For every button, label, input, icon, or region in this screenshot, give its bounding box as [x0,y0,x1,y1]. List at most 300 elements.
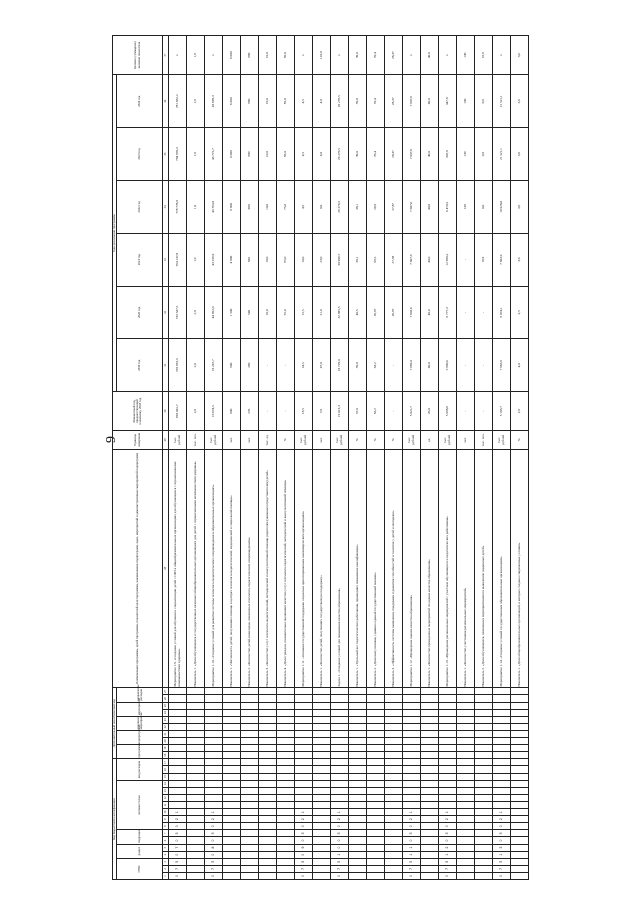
row-year-value-cell: 7 669,0 [403,339,421,392]
year-column-header: 2023 год [117,128,163,181]
code-digit-cell [205,787,223,794]
code-digit-cell [169,688,187,695]
code-digit-cell [259,865,277,872]
table-row [295,36,313,880]
code-digit-cell [187,709,205,716]
column-number-cell: 10 [163,809,169,816]
row-year-value-cell: 43 256,9 [205,233,223,286]
row-unit-cell: тыс. рублей [169,431,187,449]
row-unit-cell: тыс. чел. [475,431,493,449]
code-digit-cell [223,830,241,837]
code-digit-cell [403,801,421,808]
code-digit-cell [385,716,403,723]
row-unit-cell: чел. [241,431,259,449]
code-digit-cell [385,780,403,787]
table-row [223,36,241,880]
code-digit-cell [385,844,403,851]
code-digit-cell [403,794,421,801]
code-digit-cell [205,745,223,752]
row-year-value-cell: 70,4 [367,128,385,181]
column-number-cell: 19 [163,745,169,752]
code-digit-cell [205,794,223,801]
code-digit-cell [259,688,277,695]
row-year-value-cell: 16,9 [475,233,493,286]
row-year-value-cell: 38,1 [349,180,367,233]
code-digit-cell [493,688,511,695]
code-digit-cell [187,752,205,759]
table-row [277,36,295,880]
row-unit-cell: тыс. рублей [205,431,223,449]
row-year-value-cell: 21,0 [313,286,331,339]
code-digit-cell [331,780,349,787]
code-digit-cell [403,702,421,709]
row-year-value-cell: 7 603,9 [493,233,511,286]
code-digit-cell [277,773,295,780]
code-digit-cell: 0 [169,823,187,830]
code-digit-cell [385,730,403,737]
code-digit-cell [403,745,421,752]
code-digit-cell [475,801,493,808]
row-unit-cell: тыс. ед. [259,431,277,449]
row-year-value-cell: 23 729,0 [331,339,349,392]
code-digit-cell [187,723,205,730]
code-digit-cell [367,844,385,851]
code-digit-cell [259,723,277,730]
group-analytic-header: Дополнительный аналитический код [113,688,117,759]
code-digit-cell [439,716,457,723]
row-year-value-cell: 7 607,6 [403,233,421,286]
row-year-value-cell: 1,9 [187,75,205,128]
row-year-value-cell: 40,0 [421,286,439,339]
code-digit-cell [223,780,241,787]
code-digit-cell [241,851,259,858]
row-unit-cell: чел. [313,431,331,449]
code-digit-cell [367,730,385,737]
row-year-value-cell: 347,8 [439,128,457,181]
row-unit-cell: тыс. рублей [331,431,349,449]
code-digit-cell [403,738,421,745]
code-digit-cell: 1 [493,809,511,816]
code-digit-cell [439,702,457,709]
code-digit-cell [385,702,403,709]
row-target-cell: 1,9 [187,36,205,75]
code-digit-cell [205,688,223,695]
code-digit-cell [475,730,493,737]
code-digit-cell [475,709,493,716]
row-year-value-cell: 39,0 [349,75,367,128]
row-year-value-cell: 4,0 [313,128,331,181]
code-digit-cell [493,723,511,730]
code-digit-cell [385,752,403,759]
row-year-value-cell: 7 607,6 [403,180,421,233]
table-row [331,36,349,880]
row-base-value-cell: 7,0 [313,392,331,431]
code-digit-cell: 5 [403,858,421,865]
code-digit-cell: 2 [439,844,457,851]
code-digit-cell [241,752,259,759]
row-year-value-cell: 1,9 [187,128,205,181]
row-year-value-cell: - [457,286,475,339]
code-digit-cell [511,766,529,773]
code-digit-cell [511,730,529,737]
code-digit-cell [367,780,385,787]
row-year-value-cell: - [475,286,493,339]
code-digit-cell [457,809,475,816]
code-digit-cell [511,865,529,872]
code-digit-cell [241,759,259,766]
column-number-cell: 8 [163,823,169,830]
code-digit-cell [421,759,439,766]
code-digit-cell [385,851,403,858]
code-digit-cell [457,723,475,730]
code-digit-cell [331,688,349,695]
code-digit-cell [187,837,205,844]
row-target-cell: х [493,36,511,75]
code-digit-cell [277,816,295,823]
table-row [259,36,277,880]
code-digit-cell [331,759,349,766]
row-unit-cell: % [277,431,295,449]
code-digit-cell [475,851,493,858]
row-target-cell: 6 000 [223,36,241,75]
row-target-cell: 70,4 [367,36,385,75]
row-year-value-cell: 728 933,3 [169,339,187,392]
code-digit-cell: 7 [331,865,349,872]
code-digit-cell [241,794,259,801]
code-digit-cell [241,823,259,830]
row-year-value-cell: - [457,233,475,286]
code-digit-cell [295,709,313,716]
code-digit-cell [493,709,511,716]
column-number-cell: 34 [163,180,169,233]
code-digit-cell [511,695,529,702]
year-column-header: 2019 год [117,339,163,392]
row-year-value-cell: 1,9 [187,233,205,286]
row-year-value-cell: 781 832,2 [169,75,187,128]
code-digit-cell [331,752,349,759]
code-digit-cell [367,752,385,759]
row-year-value-cell: 32 985,5 [331,286,349,339]
code-digit-cell [385,787,403,794]
row-year-value-cell: 29 276,5 [331,75,349,128]
row-base-value-cell: 235 [241,392,259,431]
code-digit-cell [511,688,529,695]
row-year-value-cell: - [277,339,295,392]
column-number-cell: 13 [163,787,169,794]
code-digit-cell [241,766,259,773]
row-name-cell: Показатель 1. «Доля обучающихся в государственных казенных общеобразовательных организациях для детей с ограниченными возможностями здоровья» [187,449,205,688]
code-digit-cell [223,766,241,773]
code-digit-cell [511,752,529,759]
code-digit-cell [511,702,529,709]
code-digit-cell [349,702,367,709]
code-digit-cell [313,773,331,780]
code-digit-cell: 7 [169,844,187,851]
row-year-value-cell: 900 [223,339,241,392]
code-digit-cell [367,745,385,752]
analytic-subheader: подпрограмма [117,730,163,744]
row-year-value-cell: 43 772,7 [205,128,223,181]
code-digit-cell [511,830,529,837]
row-year-value-cell: 2,0 [187,286,205,339]
code-digit-cell [223,801,241,808]
column-number-cell: 24 [163,709,169,716]
row-unit-cell: тыс. рублей [295,431,313,449]
code-digit-cell [259,809,277,816]
code-digit-cell [277,759,295,766]
code-digit-cell [223,695,241,702]
code-digit-cell [259,858,277,865]
table-row [187,36,205,880]
code-digit-cell [475,865,493,872]
code-digit-cell: 1 [403,851,421,858]
row-base-value-cell: 19 013,3 [331,392,349,431]
kbk-subheader: вид расходов [117,759,163,780]
code-digit-cell [475,766,493,773]
row-base-value-cell: 18,5 [295,392,313,431]
code-digit-cell [223,809,241,816]
row-base-value-cell: 37,0 [349,392,367,431]
code-digit-cell: 2 [169,816,187,823]
code-digit-cell [241,780,259,787]
code-digit-cell [403,780,421,787]
code-digit-cell [457,851,475,858]
row-target-cell: х [205,36,223,75]
code-digit-cell [205,716,223,723]
code-digit-cell [205,730,223,737]
code-digit-cell [241,716,259,723]
code-digit-cell [187,794,205,801]
row-year-value-cell: 0,9 [475,128,493,181]
row-year-value-cell: 10,0 [259,286,277,339]
code-digit-cell [457,709,475,716]
table-row [403,36,421,880]
code-digit-cell [259,745,277,752]
code-digit-cell [439,738,457,745]
code-digit-cell [349,794,367,801]
row-year-value-cell: 7 963,9 [493,339,511,392]
code-digit-cell [277,801,295,808]
code-digit-cell [295,787,313,794]
code-digit-cell [331,794,349,801]
code-digit-cell [349,787,367,794]
code-digit-cell [385,723,403,730]
code-digit-cell [511,844,529,851]
code-digit-cell [313,872,331,879]
row-year-value-cell: - [457,339,475,392]
row-base-value-cell: 5 998,6 [439,392,457,431]
code-digit-cell [385,773,403,780]
code-digit-cell [421,738,439,745]
code-digit-cell [475,830,493,837]
code-digit-cell [313,851,331,858]
code-digit-cell [367,872,385,879]
table-row [493,36,511,880]
row-year-value-cell: 5 990,6 [439,339,457,392]
code-digit-cell: 2 [403,816,421,823]
code-digit-cell [295,695,313,702]
code-digit-cell [457,858,475,865]
code-digit-cell [241,837,259,844]
code-digit-cell [295,702,313,709]
code-digit-cell [493,702,511,709]
kbk-subheader: раздел [117,844,163,858]
code-digit-cell [277,844,295,851]
code-digit-cell [241,773,259,780]
code-digit-cell [277,787,295,794]
code-digit-cell [313,688,331,695]
column-number-cell: 35 [163,128,169,181]
row-unit-cell: % [349,431,367,449]
base-year-column-header: Финансовый год, предшествующий плановому, 2018 год [113,392,163,431]
year-column-header: 2024 год [117,75,163,128]
code-digit-cell [277,858,295,865]
code-digit-cell [241,865,259,872]
code-digit-cell: 1 [439,809,457,816]
code-digit-cell [169,801,187,808]
row-year-value-cell: 4,0 [313,75,331,128]
code-digit-cell [421,716,439,723]
row-year-value-cell: 23,0 [313,233,331,286]
code-digit-cell [421,787,439,794]
row-name-cell: Мероприятие 1.12. «Проведение оценки качества образования» [403,449,421,688]
code-digit-cell [403,752,421,759]
code-digit-cell [511,787,529,794]
code-digit-cell [313,830,331,837]
row-year-value-cell: 40,5 [349,286,367,339]
row-target-cell: 85,0 [277,36,295,75]
row-unit-cell: тыс. чел. [187,431,205,449]
code-digit-cell [403,759,421,766]
row-year-value-cell: 43 699,3 [205,75,223,128]
code-digit-cell [385,865,403,872]
code-digit-cell: 2 [295,816,313,823]
row-year-value-cell: 26,97 [367,286,385,339]
analytic-subheader: направление расходов [117,688,163,702]
code-digit-cell [457,780,475,787]
code-digit-cell [259,716,277,723]
row-year-value-cell: 40,0 [421,180,439,233]
column-number-cell: 30 [163,392,169,431]
table-row [169,36,187,880]
table-row [205,36,223,880]
row-name-cell: Мероприятие 1.13. «Проведение региональных мероприятий с участием обучающихся и педагогических работников» [439,449,457,688]
row-year-value-cell: 70,4 [367,75,385,128]
code-digit-cell [349,688,367,695]
row-year-value-cell: 1 500 [223,286,241,339]
code-digit-cell: 0 [331,844,349,851]
row-year-value-cell: 3,5 [511,286,529,339]
code-digit-cell [493,738,511,745]
code-digit-cell [223,688,241,695]
row-year-value-cell: 6 900 [223,180,241,233]
row-base-value-cell: 693 041,7 [169,392,187,431]
row-year-value-cell: 21 521,1 [493,75,511,128]
code-digit-cell [259,851,277,858]
code-digit-cell [169,780,187,787]
code-digit-cell [349,872,367,879]
row-name-cell: Показатель 1. «Количество детей, получивших государственную поддержку» [313,449,331,688]
code-digit-cell [421,844,439,851]
row-target-cell: х [295,36,313,75]
code-digit-cell [277,738,295,745]
year-column-header: 2020 год [117,286,163,339]
code-digit-cell [475,773,493,780]
row-name-cell: Показатель 3. «Количество услуг психолого-педагогической, методической и консультативной помощи родителям (законным представителям) детей» [259,449,277,688]
column-number-cell: 11 [163,801,169,808]
code-digit-cell [385,801,403,808]
code-digit-cell [367,716,385,723]
column-number-cell: 36 [163,75,169,128]
code-digit-cell: 5 [493,830,511,837]
column-number-cell: 31 [163,339,169,392]
code-digit-cell [205,752,223,759]
row-year-value-cell: 0,0 [475,180,493,233]
code-digit-cell [439,759,457,766]
code-digit-cell [457,759,475,766]
code-digit-cell [187,688,205,695]
code-digit-cell [367,794,385,801]
code-digit-cell [187,865,205,872]
row-year-value-cell: - [259,339,277,392]
row-name-cell: Мероприятие 1.11. «Оказание государственной поддержки социально ориентированным некоммерческим организациям» [295,449,313,688]
code-digit-cell: 0 [295,851,313,858]
code-digit-cell [313,745,331,752]
code-digit-cell [241,830,259,837]
column-number-cell: 25 [163,702,169,709]
code-digit-cell [349,837,367,844]
code-digit-cell [187,759,205,766]
code-digit-cell [439,695,457,702]
code-digit-cell [331,766,349,773]
row-target-cell: 980 [241,36,259,75]
code-digit-cell [403,730,421,737]
code-digit-cell [349,830,367,837]
row-year-value-cell: 10,0 [259,75,277,128]
code-digit-cell [421,702,439,709]
row-year-value-cell: 43 763,8 [205,180,223,233]
code-digit-cell: 0 [493,837,511,844]
code-digit-cell [187,858,205,865]
row-base-value-cell: 5 183,7 [493,392,511,431]
code-digit-cell: 1 [295,809,313,816]
code-digit-cell [223,730,241,737]
code-digit-cell [223,787,241,794]
code-digit-cell [385,858,403,865]
code-digit-cell [277,780,295,787]
code-digit-cell [223,851,241,858]
code-digit-cell [241,709,259,716]
code-digit-cell [367,702,385,709]
code-digit-cell [367,809,385,816]
code-digit-cell [493,716,511,723]
code-digit-cell [277,716,295,723]
row-year-value-cell: 6 470,5 [439,180,457,233]
code-digit-cell [241,723,259,730]
code-digit-cell [277,730,295,737]
code-digit-cell: 7 [403,865,421,872]
code-digit-cell: 1 [331,851,349,858]
code-digit-cell [403,695,421,702]
code-digit-cell [493,787,511,794]
code-digit-cell [385,872,403,879]
code-digit-cell [331,801,349,808]
code-digit-cell [169,773,187,780]
code-digit-cell [367,823,385,830]
code-digit-cell: 0 [439,872,457,879]
code-digit-cell [187,851,205,858]
code-digit-cell [313,730,331,737]
